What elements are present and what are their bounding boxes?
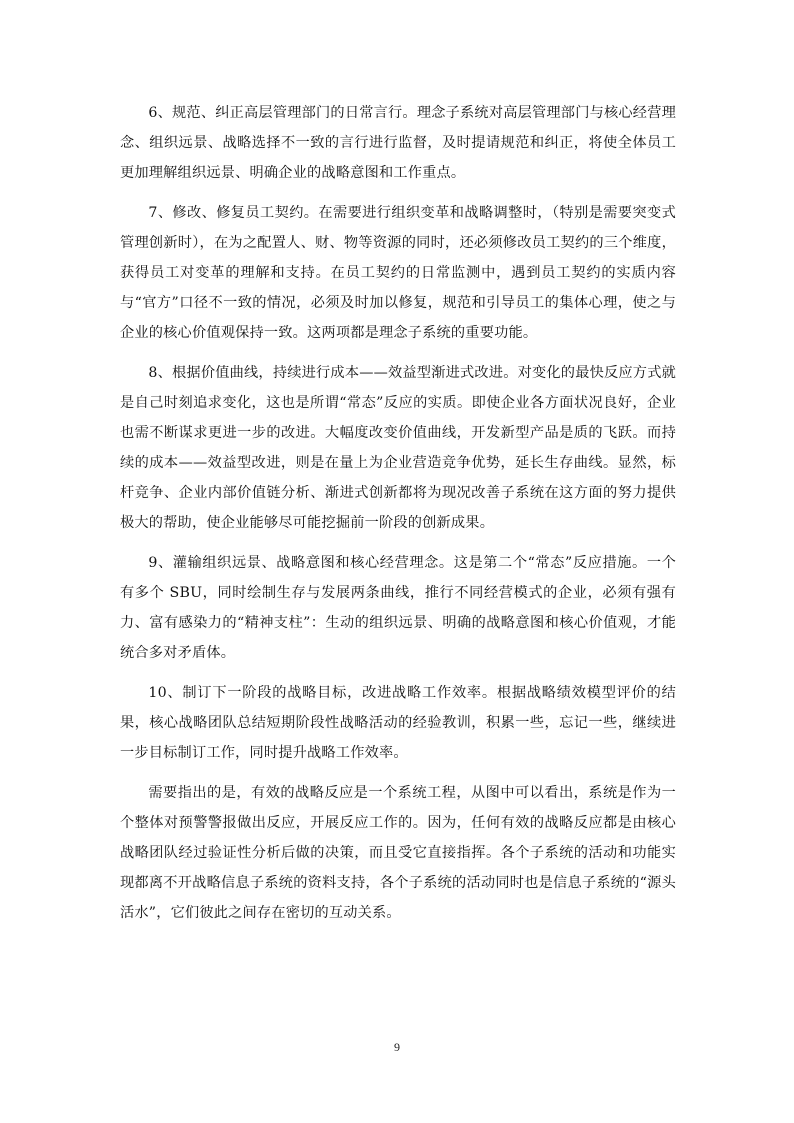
page-number: 9 [394,1040,400,1054]
paragraph-7-employee-contract: 7、修改、修复员工契约。在需要进行组织变革和战略调整时，（特别是需要突变式管理创新时），在为之配置人、财、物等资源的同时，还必须修改员工契约的三个维度，获得员工对变革的理解和支持。在员工契约的日常监测中，遇到员工契约的实质内容与“官方”口径不一致的情况，必须及时加以修复，规范和引导员工的集体心理，使之与企业的核心价值观保持一致。这两项都是理念子系统的重要功能。 [120,205,676,341]
paragraph-conclusion: 需要指出的是，有效的战略反应是一个系统工程，从图中可以看出，系统是作为一个整体对预警警报做出反应，开展反应工作的。因为，任何有效的战略反应都是由核心战略团队经过验证性分析后做的决策，而且受它直接指挥。各个子系统的活动和功能实现都离不开战略信息子系统的资料支持，各个子系统的活动同时也是信息子系统的“源头活水”，它们彼此之间存在密切的互动关系。 [120,785,676,921]
paragraph-6-regulate-management: 6、规范、纠正高层管理部门的日常言行。理念子系统对高层管理部门与核心经营理念、组织远景、战略选择不一致的言行进行监督，及时提请规范和纠正，将使全体员工更加理解组织远景、明确企业的战略意图和工作重点。 [120,105,676,181]
paragraph-10-next-goals: 10、制订下一阶段的战略目标，改进战略工作效率。根据战略绩效模型评价的结果，核心战略团队总结短期阶段性战略活动的经验教训，积累一些，忘记一些，继续进一步目标制订工作，同时提升战略工作效率。 [120,685,676,761]
paragraph-8-value-curve: 8、根据价值曲线，持续进行成本——效益型渐进式改进。对变化的最快反应方式就是自己时刻追求变化，这也是所谓“常态”反应的实质。即使企业各方面状况良好，企业也需不断谋求更进一步的改进。大幅度改变价值曲线，开发新型产品是质的飞跃。而持续的成本——效益型改进，则是在量上为企业营造竞争优势，延长生存曲线。显然，标杆竞争、企业内部价值链分析、渐进式创新都将为现况改善子系统在这方面的努力提供极大的帮助，使企业能够尽可能挖掘前一阶段的创新成果。 [120,365,676,531]
document-body [120,98,676,938]
paragraph-9-vision-intent: 9、灌输组织远景、战略意图和核心经营理念。这是第二个“常态”反应措施。一个有多个 SBU，同时绘制生存与发展两条曲线，推行不同经营模式的企业，必须有强有力、富有感染力的“精神支柱”：生动的组织远景、明确的战略意图和核心价值观，才能统合多对矛盾体。 [120,555,676,661]
